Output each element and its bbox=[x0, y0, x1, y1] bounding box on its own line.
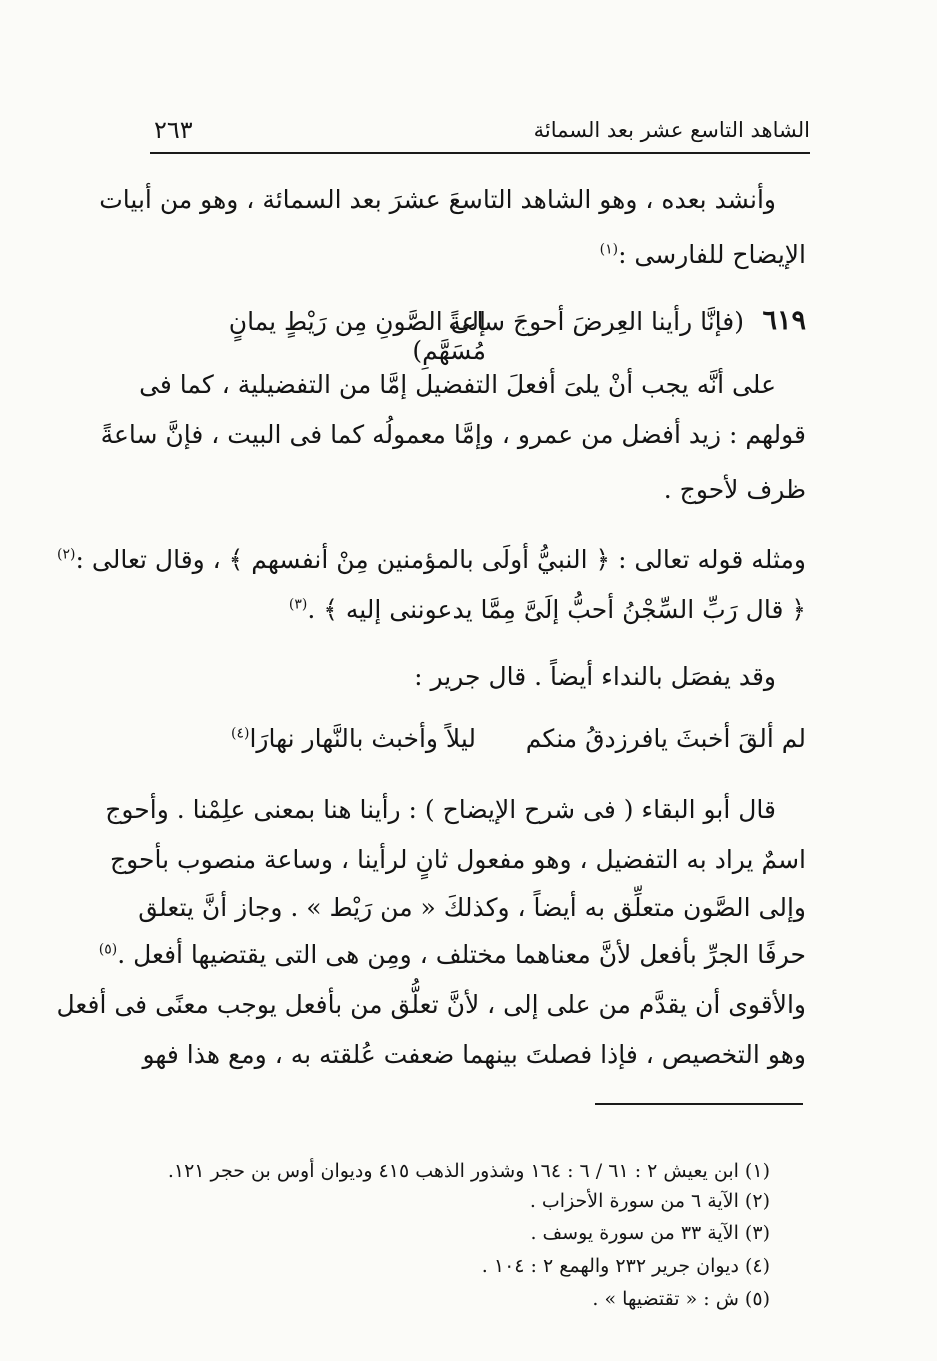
text-line: اسمٌ يراد به التفضيل ، وهو مفعول ثانٍ لرأينا ، وساعة منصوب بأحوج bbox=[110, 845, 806, 874]
text-line: وأنشد بعده ، وهو الشاهد التاسعَ عشرَ بعد السمائة ، وهو من أبيات bbox=[99, 185, 776, 214]
text-line: ومثله قوله تعالى : ﴿ النبيُّ أولَى بالمؤمنين مِنْ أنفسهم ﴾ ، وقال تعالى :$^{(٢)}$ bbox=[57, 545, 806, 574]
text-line: ﴿ قال رَبِّ السِّجْنُ أحبُّ إلَىَّ مِمَّا يدعوننى إليه ﴾ .$^{(٣)}$ bbox=[288, 595, 806, 624]
footnote-ref: (٢) bbox=[57, 546, 76, 563]
verse-hemistich-1: (فإنَّا رأينا العِرضَ أحوجَ ساعةً bbox=[448, 307, 744, 336]
text-line: وإلى الصَّون متعلِّق به أيضاً ، وكذلكَ « من رَيْط » . وجاز أنَّ يتعلق bbox=[138, 893, 806, 922]
text-line: وهو التخصيص ، فإذا فصلتَ بينهما ضعفت عُلقته به ، ومع هذا فهو bbox=[142, 1040, 806, 1069]
footnote-ref: (٤) bbox=[230, 725, 250, 742]
footnote-ref: (١) bbox=[599, 241, 619, 258]
page-number: ٢٦٣ bbox=[154, 116, 193, 144]
running-title: الشاهد التاسع عشر بعد السمائة bbox=[533, 118, 810, 142]
verse-hemistich-1: لم ألقَ أخبثَ يافرزدقُ منكم bbox=[525, 724, 806, 753]
text-line: حرفًا الجرِّ بأفعل لأنَّ معناهما مختلف ، ومِن هى التى يقتضيها أفعل .$^{(٥)}$ bbox=[98, 940, 806, 969]
footnote-3: (٣) الآية ٣٣ من سورة يوسف . bbox=[530, 1222, 770, 1244]
verse-619 bbox=[160, 305, 806, 365]
text-line: قولهم : زيد أفضل من عمرو ، وإمَّا معمولُه كما فى البيت ، فإنَّ ساعةً bbox=[100, 420, 806, 449]
verse-jarir bbox=[160, 722, 806, 762]
verse-hemistich-2: إلى الصَّونِ مِن رَيْطٍ يمانٍ مُسَهَّمِ) bbox=[228, 307, 486, 365]
footnote-2: (٢) الآية ٦ من سورة الأحزاب . bbox=[529, 1190, 770, 1212]
text-line: على أنَّه يجب أنْ يلىَ أفعلَ التفضيل إمَّا من التفضيلية ، كما فى bbox=[139, 370, 776, 399]
footnote-1: (١) ابن يعيش ٢ : ٦١ / ٦ : ١٦٤ وشذور الذهب ٤١٥ وديوان أوس بن حجر ١٢١. bbox=[167, 1160, 770, 1182]
text-line: الإيضاح للفارسى :$^{(١)}$ bbox=[599, 240, 806, 269]
footnote-5: (٥) ش : « تقتضيها » . bbox=[592, 1288, 770, 1310]
footnote-ref: (٥) bbox=[98, 941, 118, 958]
text-line: وقد يفصَل بالنداء أيضاً . قال جرير : bbox=[414, 662, 776, 691]
running-header bbox=[150, 112, 810, 154]
verse-number: ٦١٩ bbox=[762, 305, 806, 336]
text-line: ظرف لأحوج . bbox=[663, 475, 806, 504]
text-line: والأقوى أن يقدَّم من على إلى ، لأنَّ تعلُّق من بأفعل يوجب معنًى فى أفعل bbox=[56, 990, 806, 1019]
verse-hemistich-2: ليلاً وأخبث بالنَّهار نهارَا$^{(٤)}$ bbox=[230, 724, 476, 753]
footnote-4: (٤) ديوان جرير ٢٣٢ والهمع ٢ : ١٠٤ . bbox=[481, 1255, 770, 1277]
text-line: قال أبو البقاء ( فى شرح الإيضاح ) : رأينا هنا بمعنى علِمْنا . وأحوج bbox=[105, 795, 776, 824]
footnote-ref: (٣) bbox=[288, 596, 308, 613]
footnote-separator bbox=[595, 1103, 803, 1105]
